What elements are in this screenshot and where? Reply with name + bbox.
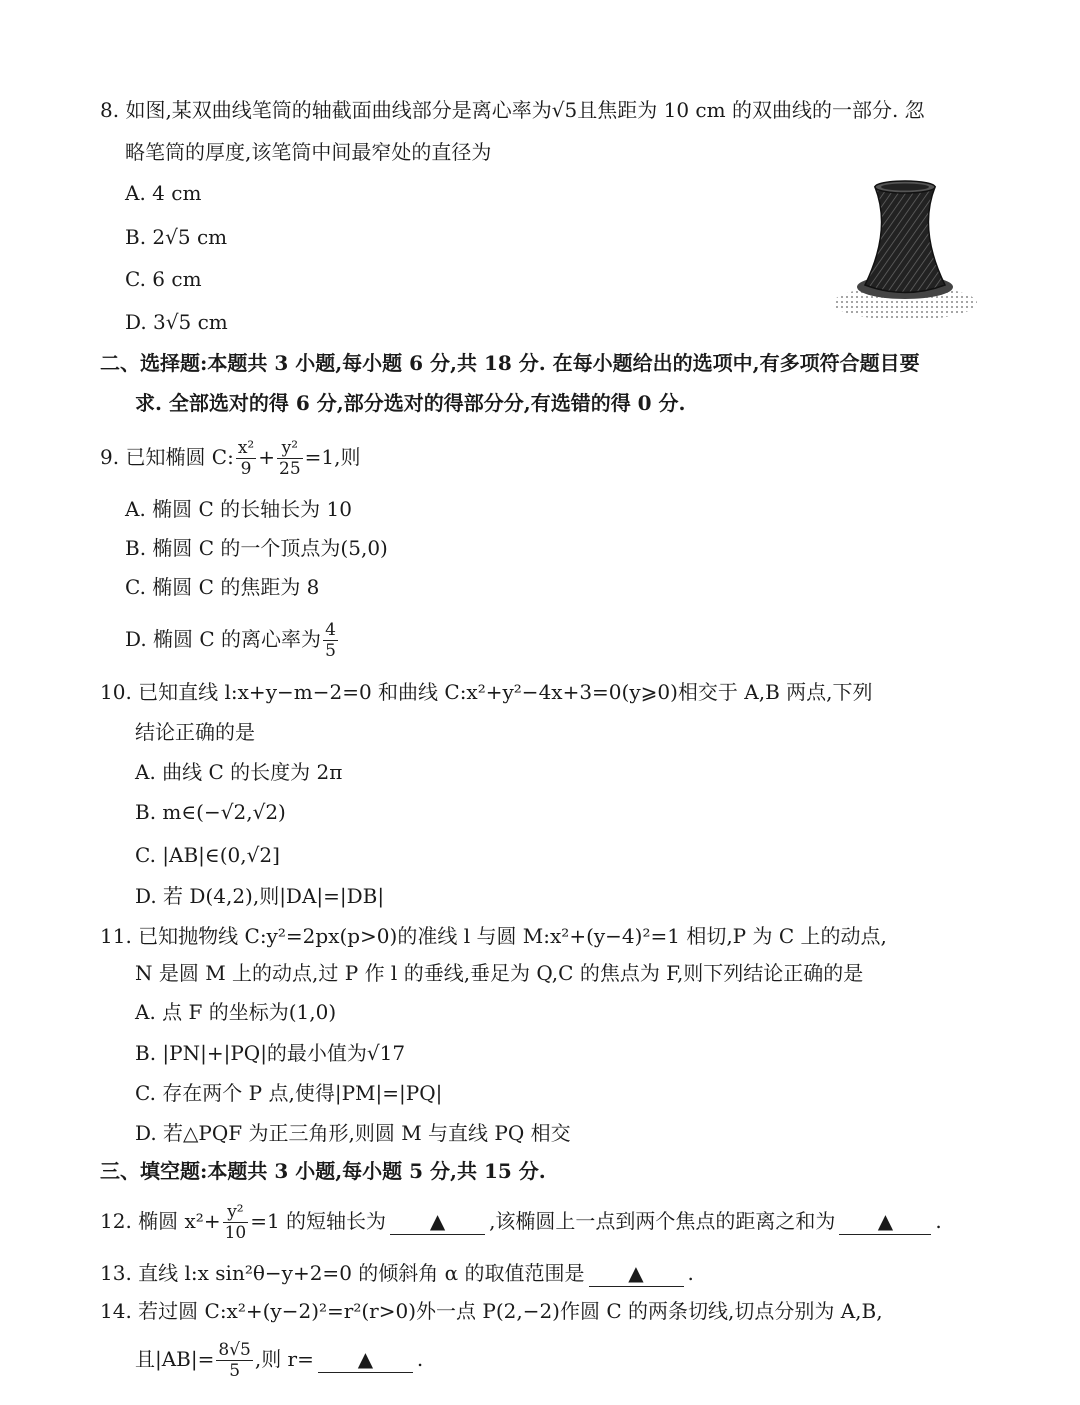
section3-line1: 三、填空题:本题共 3 小题,每小题 5 分,共 15 分. [100, 1159, 546, 1183]
q12-line [100, 1202, 942, 1243]
q9-optd-num: 4 [325, 620, 336, 640]
q10-line1: 10. 已知直线 l:x+y−m−2=0 和曲线 C:x²+y²−4x+3=0(y⩾0)相交于 A,B 两点,下列 [100, 680, 873, 704]
q9-option-d [125, 620, 340, 661]
q12-end: . [935, 1209, 942, 1233]
section2-line1: 二、选择题:本题共 3 小题,每小题 6 分,共 18 分. 在每小题给出的选项中,有多项符合题目要 [100, 351, 920, 375]
q8-option-a: A. 4 cm [125, 181, 202, 205]
q9-option-b: B. 椭圆 C 的一个顶点为(5,0) [125, 536, 388, 560]
q9-fraction-2 [277, 438, 303, 479]
q9-stem-suffix: =1,则 [304, 445, 361, 469]
q13-end: . [687, 1261, 694, 1285]
triangle-mark-icon: ▲ [429, 1209, 446, 1233]
q12-answer-blank-2[interactable] [839, 1208, 931, 1235]
q14-frac-num: 8√5 [218, 1340, 251, 1360]
q12-frac-num: y² [223, 1202, 249, 1223]
q9-stem [100, 438, 361, 479]
q11-line1: 11. 已知抛物线 C:y²=2px(p>0)的准线 l 与圆 M:x²+(y−4)²=1 相切,P 为 C 上的动点, [100, 924, 887, 948]
q13-answer-blank[interactable] [589, 1260, 684, 1287]
q11-line2: N 是圆 M 上的动点,过 P 作 l 的垂线,垂足为 Q,C 的焦点为 F,则下列结论正确的是 [135, 961, 864, 985]
q13-prefix: 13. 直线 l:x sin²θ−y+2=0 的倾斜角 α 的取值范围是 [100, 1261, 585, 1285]
q14-end: . [416, 1347, 424, 1371]
q9-option-d-fraction [323, 620, 338, 661]
q12-answer-blank-1[interactable] [390, 1208, 485, 1235]
q10-option-c: C. |AB|∈(0,√2] [135, 843, 280, 867]
q9-stem-prefix: 9. 已知椭圆 C: [100, 445, 234, 469]
q10-option-d: D. 若 D(4,2),则|DA|=|DB| [135, 884, 385, 908]
q8-option-d: D. 3√5 cm [125, 310, 228, 334]
section2-line2: 求. 全部选对的得 6 分,部分选对的得部分分,有选错的得 0 分. [135, 391, 686, 415]
triangle-mark-icon: ▲ [877, 1209, 894, 1233]
q12-mid2: ,该椭圆上一点到两个焦点的距离之和为 [489, 1209, 836, 1233]
hyperbolic-pen-holder-figure [830, 175, 980, 325]
q9-frac2-den: 25 [279, 459, 301, 479]
q12-fraction [223, 1202, 249, 1243]
q9-frac1-den: 9 [240, 459, 252, 479]
q13-line [100, 1258, 694, 1288]
q14-answer-blank[interactable] [318, 1346, 413, 1373]
q8-line1: 8. 如图,某双曲线笔筒的轴截面曲线部分是离心率为√5且焦距为 10 cm 的双曲线的一部分. 忽 [100, 98, 925, 122]
q14-frac-den: 5 [229, 1361, 241, 1381]
q9-option-d-text: D. 椭圆 C 的离心率为 [125, 627, 322, 651]
q14-fraction [216, 1340, 252, 1381]
q9-option-c: C. 椭圆 C 的焦距为 8 [125, 575, 320, 599]
q14-line2 [135, 1340, 423, 1381]
q10-line2: 结论正确的是 [135, 720, 255, 744]
q8-option-c: C. 6 cm [125, 267, 202, 291]
q11-option-b: B. |PN|+|PQ|的最小值为√17 [135, 1041, 406, 1065]
q14-mid: ,则 r= [254, 1347, 314, 1371]
q8-line2: 略笔筒的厚度,该笔筒中间最窄处的直径为 [125, 140, 492, 164]
q9-fraction-1 [236, 438, 256, 479]
q9-frac2-num: y² [277, 438, 303, 459]
q8-option-b: B. 2√5 cm [125, 225, 228, 249]
q10-option-a: A. 曲线 C 的长度为 2π [135, 760, 343, 784]
q14-line1: 14. 若过圆 C:x²+(y−2)²=r²(r>0)外一点 P(2,−2)作圆 C 的两条切线,切点分别为 A,B, [100, 1299, 883, 1323]
q12-prefix: 12. 椭圆 x²+ [100, 1209, 221, 1233]
q11-option-c: C. 存在两个 P 点,使得|PM|=|PQ| [135, 1081, 443, 1105]
triangle-mark-icon: ▲ [357, 1347, 374, 1371]
q9-frac1-num: x² [237, 438, 255, 458]
q14-prefix: 且|AB|= [135, 1347, 215, 1371]
q12-mid1: =1 的短轴长为 [250, 1209, 387, 1233]
q11-option-a: A. 点 F 的坐标为(1,0) [135, 1000, 337, 1024]
triangle-mark-icon: ▲ [628, 1261, 644, 1285]
q10-option-b: B. m∈(−√2,√2) [135, 800, 286, 824]
q9-option-a: A. 椭圆 C 的长轴长为 10 [125, 497, 352, 521]
q9-optd-den: 5 [325, 641, 336, 661]
q9-plus: + [258, 445, 276, 469]
q12-frac-den: 10 [224, 1223, 247, 1243]
q11-option-d: D. 若△PQF 为正三角形,则圆 M 与直线 PQ 相交 [135, 1121, 571, 1145]
